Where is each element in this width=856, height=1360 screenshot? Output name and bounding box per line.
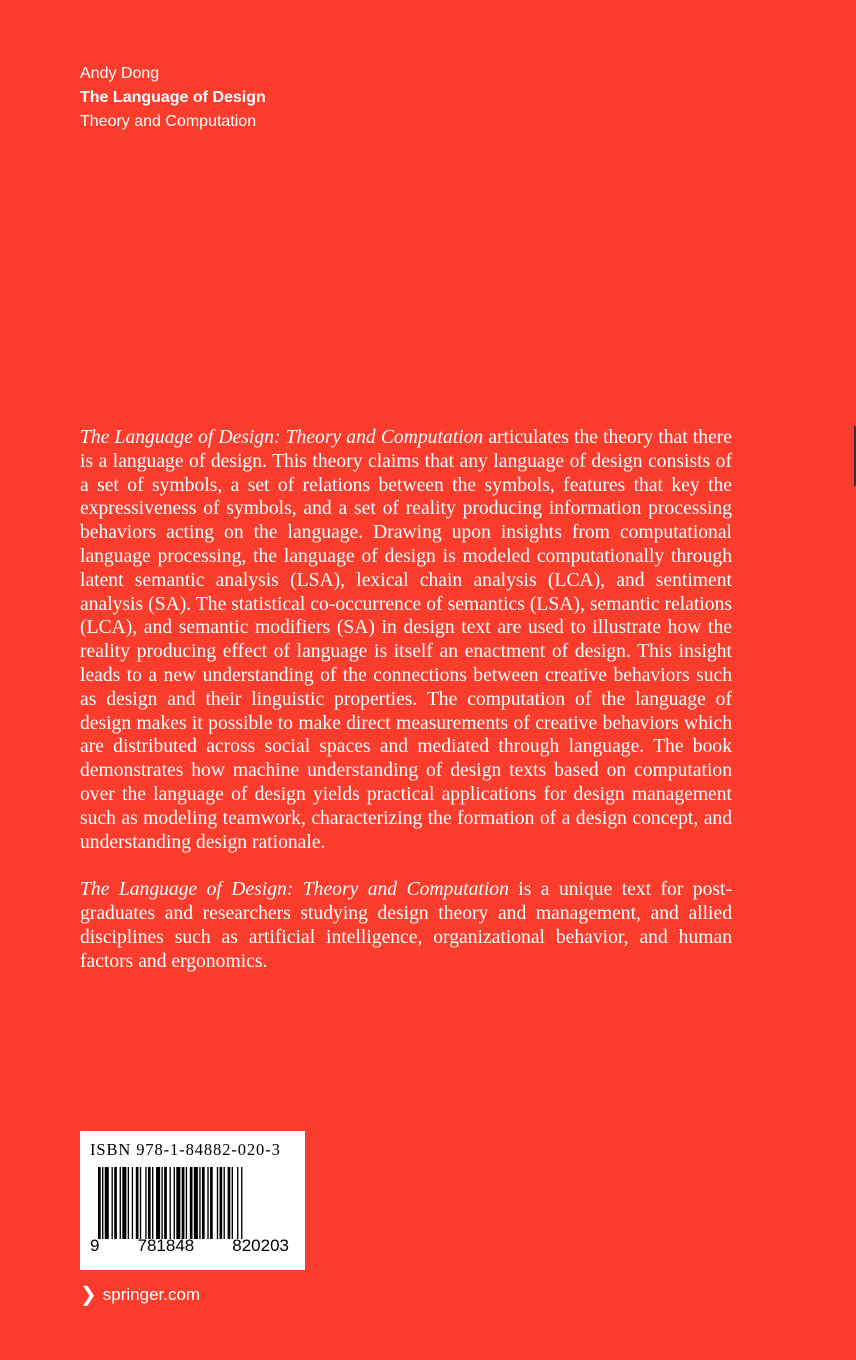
- barcode-bar: [98, 1167, 101, 1239]
- barcode-bar: [114, 1167, 117, 1239]
- back-cover-blurb: [80, 426, 732, 998]
- isbn-label: ISBN 978-1-84882-020-3: [90, 1140, 281, 1159]
- publisher-link[interactable]: [80, 1284, 200, 1306]
- barcode-bar: [152, 1167, 153, 1239]
- book-title: The Language of Design: [80, 89, 266, 106]
- barcode-bar: [182, 1167, 185, 1239]
- barcode-bar: [232, 1167, 233, 1239]
- cover-header: [80, 62, 266, 134]
- barcode-bar: [237, 1167, 238, 1239]
- barcode-digits-left: 781848: [137, 1236, 195, 1255]
- chevron-right-icon: ❯: [80, 1284, 97, 1306]
- barcode-bar: [176, 1167, 180, 1239]
- author-name: Andy Dong: [80, 65, 160, 82]
- barcode-bar: [128, 1167, 129, 1239]
- barcode-bar: [220, 1167, 223, 1239]
- barcode-bar: [228, 1167, 231, 1239]
- book-subtitle: Theory and Computation: [80, 113, 257, 130]
- barcode-bar: [170, 1167, 171, 1239]
- barcode-digit-lead: 9: [90, 1236, 100, 1255]
- barcode-bar: [174, 1167, 175, 1239]
- blurb-paragraph-1: [80, 426, 732, 854]
- barcode-bar: [186, 1167, 187, 1239]
- blurb-body-2: is a unique text for postgraduates and researchers studying design theory and management, and allied disciplines such as artificial intelligence, organizational behavior, and human factors and ergonomics.: [80, 879, 732, 972]
- barcode-bar: [156, 1167, 160, 1239]
- barcode-bar: [217, 1167, 218, 1239]
- barcode-bar: [102, 1167, 103, 1239]
- barcode-bar: [241, 1167, 242, 1239]
- barcode-bar: [122, 1167, 126, 1239]
- barcode-digits-right: 820203: [232, 1236, 289, 1255]
- blurb-paragraph-2: [80, 878, 732, 973]
- barcode-bar: [190, 1167, 193, 1239]
- barcode-bar: [202, 1167, 205, 1239]
- barcode-bar: [199, 1167, 200, 1239]
- blurb-body-1: articulates the theory that there is a language of design. This theory claims that any language of design consists of a set of symbols, a set of relations between the symbols, features that key the expressiveness of symbols, and a set of reality producing information processing behaviors acting on the language. Drawing upon insights from computational language processing, the language of design is modeled computationally through latent semantic analysis (LSA), lexical chain analysis (LCA), and sentiment analysis (SA). The statistical co-occurrence of semantics (LSA), semantic relations (LCA), and semantic modifiers (SA) in design text are used to illustrate how the reality producing effect of language is itself an enactment of design. This insight leads to a new understanding of the connections between creative behaviors such as design and their linguistic properties. The computation of the language of design makes it possible to make direct measurements of creative behaviors which are distributed across social spaces and mediated through language. The book demonstrates how machine understanding of design texts based on computation over the language of design yields practical applications for design management such as modeling teamwork, characterizing the formation of a design concept, and understanding design rationale.: [80, 427, 732, 853]
- barcode-bar: [194, 1167, 198, 1239]
- barcode-bar: [120, 1167, 121, 1239]
- barcode-bar: [136, 1167, 139, 1239]
- barcode-bar: [224, 1167, 225, 1239]
- barcode-bar: [164, 1167, 167, 1239]
- barcode-bar: [112, 1167, 113, 1239]
- barcode-bars: [90, 1167, 295, 1239]
- barcode-bar: [161, 1167, 162, 1239]
- barcode-bar: [140, 1167, 141, 1239]
- publisher-url: springer.com: [102, 1285, 201, 1304]
- blurb-title-2: The Language of Design: Theory and Computation: [80, 879, 509, 901]
- isbn-barcode-box: [80, 1131, 305, 1270]
- barcode-bar: [210, 1167, 213, 1239]
- barcode-bar: [145, 1167, 146, 1239]
- blurb-title-1: The Language of Design: Theory and Computation: [80, 427, 484, 448]
- barcode-bar: [207, 1167, 208, 1239]
- barcode-digits: [90, 1237, 295, 1255]
- barcode-bar: [148, 1167, 151, 1239]
- barcode-bar: [105, 1167, 109, 1239]
- barcode-bar: [132, 1167, 133, 1239]
